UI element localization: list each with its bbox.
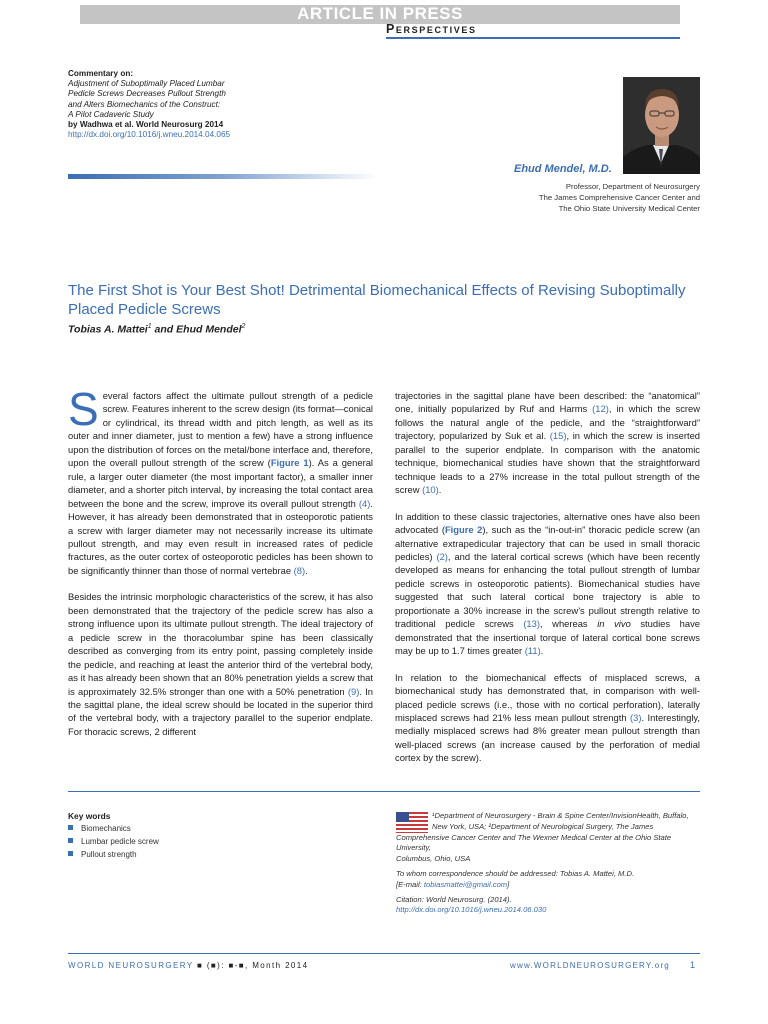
drop-cap: S [68, 383, 99, 435]
commentary-block [68, 69, 368, 140]
affiliation-line: Columbus, Ohio, USA [396, 854, 471, 864]
author-affiliation-line: The Ohio State University Medical Center [558, 204, 700, 213]
body-text: ), such as the “in-out-in” thoracic pedicle screw (an alternative extrapedicular trajectory that can be used in small thoracic pedicles) [395, 524, 700, 562]
email-line: [E-mail: tobiasmattei@gmail.com] [396, 879, 510, 889]
section-label: Perspectives [386, 22, 477, 36]
body-paragraph [68, 590, 373, 738]
affiliation-line: ¹Department of Neurosurgery - Brain & Spine Center/InvisionHealth, Buffalo, [432, 811, 689, 820]
body-text: , in which the screw follows the natural angle of the pedicle, and the “straightforward” trajectory, popularized by Suk et al. [395, 403, 700, 442]
reference-link[interactable]: (8) [293, 564, 306, 576]
body-text: studies have demonstrated that the insertional torque of lateral cortical bone screws may be up to 1.7 times greater [395, 618, 701, 657]
email-link[interactable]: tobiasmattei@gmail.com [423, 879, 508, 889]
author-name: Ehud Mendel, M.D. [514, 163, 612, 175]
citation-doi-link[interactable]: http://dx.doi.org/10.1016/j.wneu.2014.06.030 [396, 905, 547, 915]
body-text: , and the lateral cortical screws (which have been recently developed as means for enhancing the total pullout strength of lumbar pedicle screws in osteoporotic patients). Biomechanical studies have suggested that such lateral cortical bone trajectory is able to proportionate a 30% increase in the screw’s pullout strength relative to traditional pedicle screws [395, 550, 700, 630]
body-text: . [305, 564, 308, 576]
reference-link[interactable]: (9) [347, 685, 360, 697]
author-1: Tobias A. Mattei [68, 323, 148, 336]
body-paragraph [395, 389, 700, 497]
citation-line: Citation: World Neurosurg. (2014). [396, 894, 512, 904]
article-title: The First Shot is Your Best Shot! Detrimental Biomechanical Effects of Revising Suboptimally Placed Pedicle Screws [68, 282, 686, 318]
reference-link[interactable]: (2) [436, 550, 448, 562]
footer-rule [68, 953, 700, 954]
affiliations-block [396, 811, 700, 916]
body-text: . [438, 484, 442, 496]
square-bullet-icon [68, 825, 73, 830]
reference-link[interactable]: (4) [358, 497, 371, 509]
author-2: Ehud Mendel [176, 323, 242, 336]
correspondence-line: To whom correspondence should be addressed: Tobias A. Mattei, M.D. [396, 868, 635, 878]
commentary-byline: by Wadhwa et al. World Neurosurg 2014 [68, 120, 224, 130]
body-text-italic: in vivo [597, 618, 631, 630]
affiliation-line: New York, USA; ²Department of Neurological Surgery, The James [432, 821, 654, 831]
square-bullet-icon [68, 838, 73, 843]
footer-journal [68, 961, 309, 970]
issue-info: ■ (■): ■-■, Month 2014 [193, 961, 309, 970]
banner-rule [386, 37, 680, 39]
keyword-label: Lumbar pedicle screw [81, 837, 159, 846]
reference-link[interactable]: (11) [524, 645, 541, 657]
body-paragraph [395, 671, 700, 765]
author-affiliation-line: Professor, Department of Neurosurgery [565, 182, 700, 191]
byline-and: and [151, 323, 177, 336]
body-text: , whereas [539, 618, 598, 630]
body-paragraph [68, 383, 373, 577]
reference-link[interactable]: (10) [422, 484, 439, 496]
keyword-label: Pullout strength [81, 850, 137, 859]
keyword-item [68, 850, 137, 859]
body-column-left [68, 383, 373, 751]
body-text: Besides the intrinsic morphologic characteristics of the screw, it has also been demonstrated that the trajectory of the pedicle screw has also a strong influence upon its ultimate pullout strength. The ideal trajectory of a pedicle screw in the thoracolumbar spine has been classically described as converging from its entry point, passing completely inside the pedicle, and reaching at least the anterior third of the vertebral body, as it has already been shown that an 80% penetration yields a screw that is approximately 32.5% stronger than one with a 50% penetration [68, 591, 373, 697]
body-paragraph [395, 510, 700, 658]
body-text: . Interestingly, medially misplaced screws had 8% greater mean pullout strength than well-placed screws (an increase caused by the perforation of medial cortex by the screw). [395, 711, 700, 764]
body-text: ). As a general rule, a larger outer diameter (the most important factor), a smaller inner diameter, and a shorter pitch interval, by increasing the total contact area between the bone and the screw, improve its overall pullout strength [68, 457, 373, 509]
body-text: . However, it has already been demonstrated that in osteoporotic patients a screw with larger diameter may not necessarily increase its ultimate pullout strength, and may even result in increased rates of pedicle fractures, as the outer cortex of osteoporotic pedicles has been shown to be significantly thinner than those of normal vertebrae [68, 497, 373, 576]
body-text: . In the sagittal plane, the ideal screw should be located in the superior third of the vertebral body, with a trajectory parallel to the superior endplate. For thoracic screws, 2 different [68, 685, 373, 737]
commentary-title-line: Pedicle Screws Decreases Pullout Strength [68, 89, 226, 99]
square-bullet-icon [68, 851, 73, 856]
body-text: trajectories in the sagittal plane have been described: the “anatomical” one, initially popularized by Ruf and Harms [395, 390, 700, 415]
reference-link[interactable]: (13) [523, 618, 540, 630]
author-affiliation-line: The James Comprehensive Cancer Center and [538, 193, 700, 202]
commentary-label: Commentary on: [68, 69, 134, 78]
figure-link[interactable]: Figure 1 [270, 457, 309, 469]
commentary-doi-link[interactable]: http://dx.doi.org/10.1016/j.wneu.2014.04.065 [68, 130, 231, 140]
keywords-heading: Key words [68, 811, 111, 821]
keyword-label: Biomechanics [81, 824, 131, 833]
reference-link[interactable]: (15) [549, 430, 567, 442]
page-number: 1 [690, 960, 696, 970]
journal-name: WORLD NEUROSURGERY [68, 961, 194, 970]
body-text: , in which the screw is inserted parallel to the superior endplate. In comparison with the anatomic technique, biomechanical studies have shown that the straightforward technique leads to a 27% increase in the total pullout strength of the screw [395, 430, 700, 496]
affiliation-line: Comprehensive Cancer Center and The Wexner Medical Center at the Ohio State University, [396, 832, 672, 853]
author-photo [623, 77, 700, 174]
body-text: everal factors affect the ultimate pullout strength of a pedicle screw. Features inherent to the screw design (its format—conical or cylindrical, its thread width and pitch length, as well as its outer and inner diameter, just to mention a few) have a strong influence upon the distribution of forces on the metal/bone interface and, therefore, upon the overall pullout strength of the screw ( [68, 390, 373, 469]
figure-link[interactable]: Figure 2 [444, 524, 483, 536]
article-byline [68, 323, 245, 336]
commentary-gradient-rule [68, 174, 378, 179]
body-text: . [540, 645, 544, 657]
author-2-superscript: 2 [241, 323, 246, 330]
article-in-press-label: ARTICLE IN PRESS [297, 4, 463, 23]
body-text: In addition to these classic trajectories, alternative ones have also been advocated ( [395, 510, 700, 536]
reference-link[interactable]: (3) [630, 711, 642, 723]
reference-link[interactable]: (12) [592, 403, 609, 415]
commentary-title-line: and Alters Biomechanics of the Construct: [68, 99, 221, 109]
author-affiliation [480, 181, 700, 214]
author-1-superscript: 1 [147, 323, 152, 330]
commentary-title-line: A Pilot Cadaveric Study [68, 109, 154, 119]
body-text: In relation to the biomechanical effects of misplaced screws, a biomechanical study has demonstrated that, in comparison with well-placed pedicle screws (i.e., those with no cortical perforation), laterally misplaced screws had 21% less mean pullout strength [395, 671, 700, 723]
commentary-title-line: Adjustment of Suboptimally Placed Lumbar [68, 79, 225, 89]
footer-url-link[interactable]: www.WORLDNEUROSURGERY.org [510, 961, 670, 970]
section-divider [68, 791, 700, 792]
keyword-item [68, 824, 131, 833]
keyword-item [68, 837, 159, 846]
body-column-right [395, 389, 700, 778]
